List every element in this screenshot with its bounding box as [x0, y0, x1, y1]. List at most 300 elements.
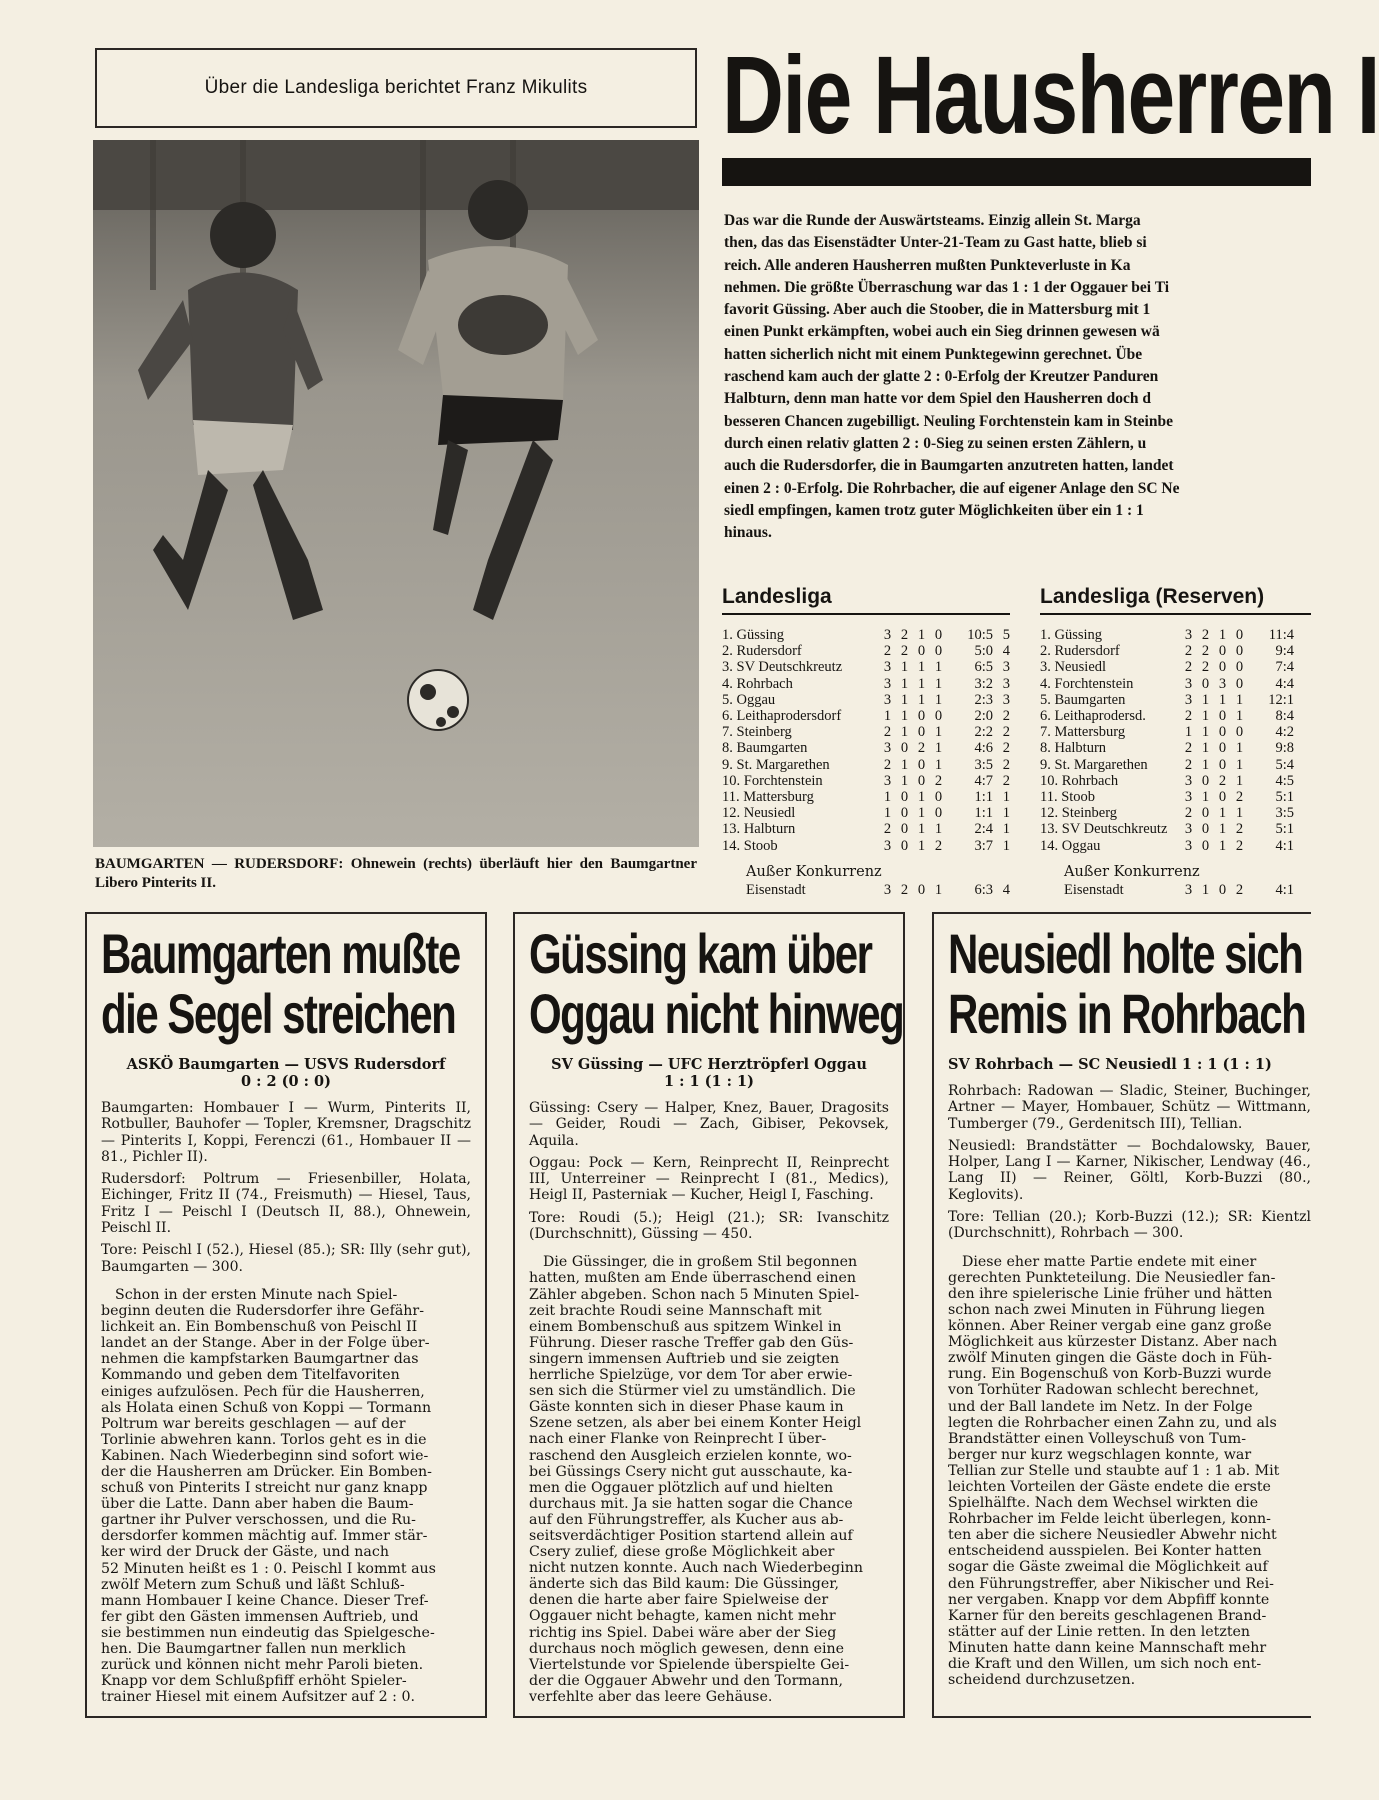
- table-cell: 2:2: [974, 724, 993, 741]
- table-cell: 1: [883, 805, 892, 822]
- table-row: [1040, 773, 1311, 789]
- body-line: sogar die Gäste zweimal die Möglichkeit auf: [948, 1559, 1268, 1576]
- body-line: landet an der Stange. Aber in der Folge über-: [101, 1335, 430, 1352]
- lineup-home: Rohrbach: Radowan — Sladic, Steiner, Buchinger, Artner — Mayer, Hombauer, Schütz — Wittmann, Tumberger (79., Gerdenitsch III), Tellian.: [948, 1083, 1311, 1132]
- table-cell: 11:4: [1268, 627, 1294, 643]
- table-cell: 3: [883, 772, 892, 789]
- table-cell: 4:1: [1275, 881, 1294, 898]
- table-cell: 0: [1201, 675, 1210, 692]
- body-line: und der Ball landete im Netz. In der Folge: [948, 1398, 1253, 1415]
- table-cell: 1: [934, 756, 943, 773]
- table-cell: 1: [934, 724, 943, 741]
- table-cell: 1:1: [974, 805, 993, 822]
- body-line: auf den Führungstreffer, als Kucher aus ab-: [529, 1511, 844, 1528]
- table-title: Landesliga: [722, 585, 832, 608]
- table-cell: [1294, 789, 1311, 805]
- table-row: [722, 838, 1010, 854]
- table-cell: 1: [917, 675, 926, 692]
- team-name: 8. Baumgarten: [722, 740, 808, 757]
- body-line: einiges aufzulösen. Pech für die Hausherren,: [101, 1383, 425, 1400]
- extra-label: Außer Konkurrenz: [746, 863, 882, 880]
- table-cell: 3: [1218, 675, 1227, 692]
- body-line: können. Aber Reiner vergab eine ganz große: [948, 1318, 1272, 1335]
- table-row: [1040, 740, 1311, 756]
- body-line: zeit brachte Roudi seine Mannschaft mit: [529, 1302, 822, 1319]
- body-line: ker wird der Druck der Gäste, und nach: [101, 1544, 389, 1561]
- extra-row: [1040, 882, 1311, 898]
- team-name: 6. Leithaprodersd.: [1040, 708, 1146, 725]
- standings-rows: [1040, 627, 1311, 854]
- table-cell: 1: [1201, 724, 1210, 741]
- table-cell: 6:3: [974, 881, 993, 898]
- body-line: bei Güssings Csery nicht gut ausschaute, ka-: [529, 1463, 853, 1480]
- byline-box: [95, 48, 697, 128]
- body-line: Knapp vor dem Schlußpfiff erhöht Spieler-: [101, 1673, 407, 1690]
- body-line: sen sich die Stürmer viel zu umständlich. Die: [529, 1383, 856, 1400]
- body-line: sie bestimmen nun eindeutig das Spielgesche-: [101, 1624, 435, 1641]
- table-cell: 3: [1184, 837, 1193, 854]
- table-row: [722, 627, 1010, 643]
- team-name: Eisenstadt: [746, 881, 806, 898]
- table-cell: 0: [934, 805, 943, 822]
- table-cell: 0: [1218, 789, 1227, 806]
- article-headline: Güssing kam über: [529, 922, 872, 985]
- team-name: 2. Rudersdorf: [722, 643, 802, 660]
- table-cell: 1: [917, 821, 926, 838]
- extra-row: [722, 882, 1010, 898]
- article-headline: Baumgarten mußte: [101, 922, 460, 985]
- table-cell: 0: [1235, 724, 1244, 741]
- table-row: [722, 805, 1010, 821]
- table-cell: 5: [1002, 627, 1010, 643]
- table-cell: 0: [934, 643, 943, 660]
- table-cell: 9:4: [1275, 643, 1294, 660]
- table-row: [722, 882, 1010, 898]
- body-line: änderte sich das Bild kaum: Die Güssinger,: [529, 1576, 839, 1593]
- table-cell: 10:5: [967, 627, 993, 643]
- lead-line: einen 2 : 0-Erfolg. Die Rohrbacher, die auf eigener Anlage den SC Ne: [724, 479, 1180, 497]
- table-cell: 1: [1002, 789, 1010, 806]
- body-line: die Kraft und den Willen, um sich noch ent-: [948, 1656, 1262, 1673]
- table-cell: [1294, 882, 1311, 898]
- table-cell: 1: [1235, 740, 1244, 757]
- body-line: Möglichkeit aus kürzester Distanz. Aber nach: [948, 1334, 1278, 1351]
- table-row: [1040, 708, 1311, 724]
- team-name: 10. Forchtenstein: [722, 772, 823, 789]
- article-score: 1 : 1 (1 : 1): [663, 1073, 755, 1090]
- main-headline: Die Hausherren I: [722, 34, 1379, 157]
- table-cell: 0: [1201, 821, 1210, 838]
- body-line: Karner für den bereits geschlagenen Brand-: [948, 1607, 1267, 1624]
- lead-line: reich. Alle anderen Hausherren mußten Punkteverluste in Ka: [724, 256, 1131, 274]
- team-name: 4. Rohrbach: [722, 675, 793, 692]
- table-cell: 1: [1201, 789, 1210, 806]
- body-line: zurück und können nicht mehr Paroli bieten.: [101, 1657, 424, 1674]
- table-cell: 4:1: [1275, 837, 1294, 854]
- table-cell: 1: [934, 881, 943, 898]
- article-lineups: [948, 1083, 1311, 1242]
- table-cell: 0: [1201, 837, 1210, 854]
- team-name: 4. Forchtenstein: [1040, 675, 1134, 692]
- lead-line: besseren Chancen zugebilligt. Neuling Forchtenstein kam in Steinbe: [724, 412, 1173, 430]
- table-cell: 3: [883, 740, 892, 757]
- body-line: Szene setzen, als aber bei einem Konter Heigl: [529, 1415, 862, 1432]
- table-cell: [1294, 757, 1311, 773]
- body-line: der die Hausherren am Drücker. Ein Bomben-: [101, 1464, 432, 1480]
- table-cell: 1: [883, 708, 892, 725]
- body-line: schon nach zwei Minuten in Führung liegen: [948, 1301, 1265, 1318]
- article-headline: Oggau nicht hinweg: [529, 982, 904, 1045]
- table-cell: 2: [900, 881, 909, 898]
- body-line: Poltrum war bereits geschlagen — auf der: [101, 1415, 406, 1432]
- article-match: SV Rohrbach — SC Neusiedl 1 : 1 (1 : 1): [948, 1056, 1272, 1073]
- table-cell: 0: [1218, 643, 1227, 660]
- table-cell: [1294, 659, 1311, 675]
- lead-line: durch einen relativ glatten 2 : 0-Sieg zu seinen ersten Zählern, u: [724, 434, 1147, 452]
- table-cell: 1: [917, 805, 926, 822]
- table-cell: 3: [1184, 691, 1193, 708]
- table-cell: 2: [1184, 756, 1193, 773]
- table-cell: 5:0: [974, 643, 993, 660]
- table-cell: 5:4: [1275, 756, 1294, 773]
- table-cell: 3: [1184, 772, 1193, 789]
- body-line: mann Hombauer I keine Chance. Dieser Tref-: [101, 1592, 429, 1609]
- body-line: durchaus mit. Ja sie hatten sogar die Chance: [529, 1495, 853, 1512]
- table-cell: 4:4: [1275, 675, 1294, 692]
- body-line: zwölf Metern zum Schuß und läßt Schluß-: [101, 1576, 405, 1593]
- table-cell: 3: [883, 691, 892, 708]
- table-cell: 0: [917, 643, 926, 660]
- table-cell: 4:7: [974, 772, 993, 789]
- article-headline: die Segel streichen: [101, 982, 456, 1045]
- table-cell: 2: [1235, 821, 1244, 838]
- extra-label: Außer Konkurrenz: [1064, 863, 1200, 880]
- table-cell: 1: [1218, 627, 1227, 643]
- body-line: legten die Rohrbacher einen Zahn zu, und als: [948, 1414, 1277, 1431]
- body-line: denen die harte aber faire Spielweise der: [529, 1592, 829, 1609]
- team-name: 9. St. Margarethen: [1040, 756, 1148, 773]
- team-name: 12. Neusiedl: [722, 805, 796, 822]
- table-row: [722, 773, 1010, 789]
- body-line: beginn deuten die Rudersdorfer ihre Gefähr-: [101, 1303, 424, 1320]
- body-line: verfehlte aber das leere Gehäuse.: [529, 1688, 773, 1705]
- table-cell: 3: [883, 627, 892, 643]
- table-cell: 2: [1218, 772, 1227, 789]
- table-row: [1040, 821, 1311, 837]
- table-cell: 2: [1235, 789, 1244, 806]
- body-line: lichkeit an. Ein Bombenschuß von Peischl II: [101, 1319, 418, 1336]
- table-cell: [1294, 821, 1311, 837]
- body-line: schuß von Pinterits I streicht nur ganz knapp: [101, 1480, 428, 1497]
- table-cell: 1: [917, 691, 926, 708]
- team-name: 5. Oggau: [722, 691, 776, 708]
- article-score: 0 : 2 (0 : 0): [240, 1073, 332, 1090]
- article-body: [948, 1254, 1311, 1689]
- body-line: stätter auf der Linie retten. In den letzten: [948, 1623, 1251, 1640]
- table-cell: 1: [917, 627, 926, 643]
- table-cell: [1294, 838, 1311, 854]
- body-line: durchaus noch möglich gewesen, denn eine: [529, 1640, 845, 1657]
- team-name: 3. Neusiedl: [1040, 659, 1107, 676]
- table-row: [722, 757, 1010, 773]
- table-cell: 0: [900, 821, 909, 838]
- lineup-home: Güssing: Csery — Halper, Knez, Bauer, Dragosits — Geider, Roudi — Zach, Gibiser, Pekovsek, Aquila.: [529, 1100, 889, 1149]
- table-cell: 3: [1184, 881, 1193, 898]
- body-line: rung. Ein Bogenschuß von Korb-Buzzi wurde: [948, 1366, 1272, 1383]
- table-cell: 12:1: [1268, 691, 1294, 708]
- table-cell: 2: [883, 643, 892, 660]
- table-cell: 2: [1002, 724, 1010, 741]
- table-cell: 2: [883, 756, 892, 773]
- table-cell: 0: [917, 708, 926, 725]
- table-cell: 2: [883, 724, 892, 741]
- lead-line: nehmen. Die größte Überraschung war das 1 : 1 der Oggauer bei Ti: [724, 278, 1170, 296]
- article-match: SV Güssing — UFC Herztröpferl Oggau: [551, 1056, 867, 1073]
- standings-reserven: [1040, 585, 1311, 898]
- table-cell: 2: [900, 643, 909, 660]
- table-row: [1040, 838, 1311, 854]
- table-cell: 0: [1235, 675, 1244, 692]
- team-name: 14. Stoob: [722, 837, 778, 854]
- body-line: zwölf Minuten gingen die Gäste doch in Füh-: [948, 1350, 1272, 1367]
- table-cell: 0: [1235, 659, 1244, 676]
- table-row: [1040, 805, 1311, 821]
- table-row: [1040, 676, 1311, 692]
- table-row: [722, 708, 1010, 724]
- table-cell: 2: [1184, 659, 1193, 676]
- body-line: trainer Hiesel mit einem Aufsitzer auf 2 : 0.: [101, 1689, 416, 1706]
- body-line: den Führungstreffer, aber Nikischer und Rei-: [948, 1575, 1274, 1592]
- team-name: 1. Güssing: [1040, 627, 1103, 643]
- table-cell: 1: [1002, 821, 1010, 838]
- table-cell: 0: [1218, 708, 1227, 725]
- lineup-home: Baumgarten: Hombauer I — Wurm, Pinterits II, Rotbuller, Bauhofer — Topler, Kremsner, Dragschitz — Pinterits I, Koppi, Ferenczi (61., Hombauer II — 81., Pichler II).: [101, 1100, 471, 1165]
- table-row: [722, 740, 1010, 756]
- body-line: scheidend durchzusetzen.: [948, 1672, 1136, 1689]
- match-photo: [93, 140, 699, 847]
- table-cell: [1294, 773, 1311, 789]
- goals-referee: Tore: Roudi (5.); Heigl (21.); SR: Ivanschitz (Durchschnitt), Güssing — 450.: [529, 1209, 889, 1243]
- table-cell: 3:2: [974, 675, 993, 692]
- table-cell: [1294, 692, 1311, 708]
- table-cell: [1294, 643, 1311, 659]
- article-body: [101, 1287, 471, 1705]
- table-cell: 0: [934, 789, 943, 806]
- body-line: singern immensen Auftrieb und sie zeigten: [529, 1350, 840, 1367]
- article-baumgarten: [85, 912, 487, 1718]
- table-cell: 0: [1218, 881, 1227, 898]
- lineup-away: Neusiedl: Brandstätter — Bochdalowsky, Bauer, Holper, Lang I — Karner, Nikischer, Lendway (46., Lang II) — Reiner, Göltl, Korb-Buzzi (80., Keglovits).: [948, 1137, 1311, 1203]
- table-cell: 4:2: [1275, 724, 1294, 741]
- table-row: [1040, 643, 1311, 659]
- lineup-away: Rudersdorf: Poltrum — Friesenbiller, Holata, Eichinger, Fritz II (74., Freismuth) — Hiesel, Taus, Fritz I — Peischl I (Deutsch II, 88.), Ohnewein, Peischl II.: [101, 1171, 471, 1237]
- body-line: leichten Vorteilen der Gäste endete die erste: [948, 1478, 1271, 1495]
- table-row: [1040, 882, 1311, 898]
- table-cell: 0: [900, 789, 909, 806]
- body-line: Führung. Dieser rasche Treffer gab den Güs-: [529, 1334, 854, 1351]
- table-cell: 1: [1235, 708, 1244, 725]
- body-line: den ihre spielerische Linie früher und hätten: [948, 1285, 1273, 1302]
- body-line: herrliche Spielzüge, vor dem Tor aber erwie-: [529, 1367, 853, 1384]
- table-cell: 1: [934, 740, 943, 757]
- table-rule: [722, 613, 1010, 615]
- body-line: 52 Minuten heißt es 1 : 0. Peischl I kommt aus: [101, 1560, 436, 1577]
- table-cell: 1: [1201, 691, 1210, 708]
- team-name: 7. Steinberg: [722, 724, 792, 741]
- table-row: [722, 692, 1010, 708]
- table-cell: 1:1: [974, 789, 993, 806]
- table-cell: 3: [883, 837, 892, 854]
- table-cell: 7:4: [1275, 659, 1294, 676]
- table-cell: 1: [1201, 740, 1210, 757]
- team-name: 1. Güssing: [722, 627, 785, 643]
- standings-landesliga: [722, 585, 1010, 898]
- table-cell: 2: [1201, 627, 1210, 643]
- lead-line: hinaus.: [724, 524, 772, 542]
- table-cell: 1: [934, 691, 943, 708]
- lead-line: auch die Rudersdorfer, die in Baumgarten anzutreten hatten, landet: [724, 457, 1174, 475]
- table-cell: 2: [1184, 708, 1193, 725]
- body-line: nach einer Flanke von Reinprecht I über-: [529, 1431, 827, 1448]
- table-cell: 1: [900, 756, 909, 773]
- table-cell: 2: [934, 772, 943, 789]
- team-name: 14. Oggau: [1040, 837, 1101, 854]
- table-row: [1040, 627, 1311, 643]
- team-name: 9. St. Margarethen: [722, 756, 830, 773]
- table-cell: 1: [1235, 691, 1244, 708]
- team-name: 10. Rohrbach: [1040, 772, 1119, 789]
- body-line: fer gibt den Gästen immensen Auftrieb, und: [101, 1608, 419, 1625]
- table-cell: 3:5: [974, 756, 993, 773]
- lineup-away: Oggau: Pock — Kern, Reinprecht II, Reinprecht III, Unterreiner — Reinprecht I (81., Medics), Heigl II, Pasterniak — Kucher, Heigl I, Fasching.: [529, 1154, 889, 1204]
- table-cell: 1: [1218, 805, 1227, 822]
- lead-line: favorit Güssing. Aber auch die Stoober, die in Mattersburg mit 1: [724, 301, 1151, 319]
- table-cell: 3: [1184, 627, 1193, 643]
- table-cell: 9:8: [1275, 740, 1294, 757]
- table-cell: [1294, 708, 1311, 724]
- body-line: als Holata einen Schuß von Koppi — Tormann: [101, 1399, 432, 1416]
- table-cell: 1: [1002, 837, 1010, 854]
- table-cell: 0: [1235, 643, 1244, 660]
- table-cell: [1294, 740, 1311, 756]
- body-line: hatten, mußten am Ende überraschend einen: [529, 1270, 856, 1287]
- body-line: Zähler abgeben. Schon nach 5 Minuten Spiel-: [529, 1286, 860, 1303]
- table-row: [722, 676, 1010, 692]
- table-cell: 3: [1184, 789, 1193, 806]
- table-cell: 1: [1201, 756, 1210, 773]
- table-cell: 1: [900, 659, 909, 676]
- table-cell: 2:4: [974, 821, 993, 838]
- table-cell: 1: [900, 691, 909, 708]
- table-cell: 1: [900, 724, 909, 741]
- byline-text: Über die Landesliga berichtet Franz Mikulits: [204, 77, 588, 98]
- body-line: gerechten Punkteteilung. Die Neusiedler fan-: [948, 1269, 1276, 1286]
- table-cell: [1294, 676, 1311, 692]
- goals-referee: Tore: Peischl I (52.), Hiesel (85.); SR: Illy (sehr gut), Baumgarten — 300.: [101, 1242, 471, 1275]
- article-headline: Remis in Rohrbach: [948, 982, 1306, 1045]
- table-cell: 1: [934, 821, 943, 838]
- team-name: 8. Halbturn: [1040, 740, 1107, 757]
- table-cell: 1: [917, 837, 926, 854]
- table-cell: 3:5: [1275, 805, 1294, 822]
- lead-line: siedl empfingen, kamen trotz guter Möglichkeiten über ein 1 : 1: [724, 501, 1144, 519]
- table-cell: 4:5: [1275, 772, 1294, 789]
- table-cell: 1: [1218, 837, 1227, 854]
- table-cell: 2: [1201, 659, 1210, 676]
- table-cell: 2: [1184, 805, 1193, 822]
- table-row: [722, 789, 1010, 805]
- goals-referee: Tore: Tellian (20.); Korb-Buzzi (12.); SR: Kientzl (Durchschnitt), Rohrbach — 300.: [948, 1209, 1311, 1242]
- table-cell: 3: [1184, 821, 1193, 838]
- body-line: ten aber die sichere Neusiedler Abwehr nicht: [948, 1527, 1277, 1544]
- table-cell: [1294, 805, 1311, 821]
- team-name: 11. Mattersburg: [722, 789, 814, 806]
- table-cell: 1: [1184, 724, 1193, 741]
- table-cell: 0: [917, 756, 926, 773]
- table-cell: 2: [1235, 881, 1244, 898]
- article-body: [529, 1254, 889, 1705]
- body-line: berger nur kurz wegschlagen konnte, war: [948, 1446, 1252, 1463]
- article-rohrbach: [932, 912, 1311, 1718]
- table-row: [1040, 659, 1311, 675]
- table-cell: 3: [883, 675, 892, 692]
- body-line: einem Bombenschuß aus spitzem Winkel in: [529, 1318, 842, 1335]
- table-cell: 3:7: [974, 837, 993, 854]
- table-cell: 6:5: [974, 659, 993, 676]
- table-cell: 1: [1201, 708, 1210, 725]
- table-cell: 1: [1235, 772, 1244, 789]
- lead-line: Halbturn, denn man hatte vor dem Spiel den Hausherren doch d: [724, 390, 1152, 408]
- lead-line: then, das das Eisenstädter Unter-21-Team zu Gast hatte, blieb si: [724, 234, 1147, 252]
- table-cell: 1: [917, 789, 926, 806]
- lead-line: raschend kam auch der glatte 2 : 0-Erfolg der Kreutzer Panduren: [724, 368, 1159, 386]
- article-headline: Neusiedl holte sich: [948, 922, 1303, 985]
- table-cell: 1: [1218, 691, 1227, 708]
- body-line: Gäste konnten sich in dieser Phase kaum in: [529, 1399, 844, 1416]
- table-row: [722, 821, 1010, 837]
- table-cell: 4: [1002, 881, 1010, 898]
- table-cell: [1294, 724, 1311, 740]
- body-line: men die Oggauer plötzlich auf und hielten: [529, 1479, 834, 1496]
- body-line: von Torhüter Radowan schlecht berechnet,: [948, 1382, 1259, 1399]
- body-line: Minuten hatte dann keine Mannschaft mehr: [948, 1639, 1267, 1656]
- table-cell: 0: [1218, 724, 1227, 741]
- article-lineups: [529, 1100, 889, 1242]
- body-line: nehmen die kampfstarken Baumgartner das: [101, 1351, 419, 1368]
- article-match: ASKÖ Baumgarten — USVS Rudersdorf: [126, 1056, 446, 1073]
- table-cell: 0: [1218, 659, 1227, 676]
- table-cell: 1: [1218, 821, 1227, 838]
- table-cell: 1: [1235, 756, 1244, 773]
- table-cell: 0: [1218, 756, 1227, 773]
- team-name: 3. SV Deutschkreutz: [722, 659, 843, 676]
- table-cell: 3: [1002, 659, 1010, 676]
- table-cell: 4: [1002, 643, 1010, 660]
- table-row: [722, 643, 1010, 659]
- table-cell: 2: [1201, 643, 1210, 660]
- body-line: raschend den Ausgleich erzielen konnte, wo-: [529, 1447, 852, 1464]
- body-line: Oggauer nicht behagte, kamen nicht mehr: [529, 1608, 836, 1625]
- body-line: Kabinen. Nach Wiederbeginn sind sofort wie-: [101, 1447, 429, 1464]
- table-cell: 1: [934, 659, 943, 676]
- table-cell: 1: [900, 772, 909, 789]
- body-line: Csery zulief, diese große Möglichkeit aber: [529, 1544, 835, 1561]
- team-name: 6. Leithaprodersdorf: [722, 708, 842, 725]
- table-cell: 0: [917, 724, 926, 741]
- table-cell: 0: [1235, 627, 1244, 643]
- table-cell: 0: [900, 740, 909, 757]
- table-cell: 8:4: [1275, 708, 1294, 725]
